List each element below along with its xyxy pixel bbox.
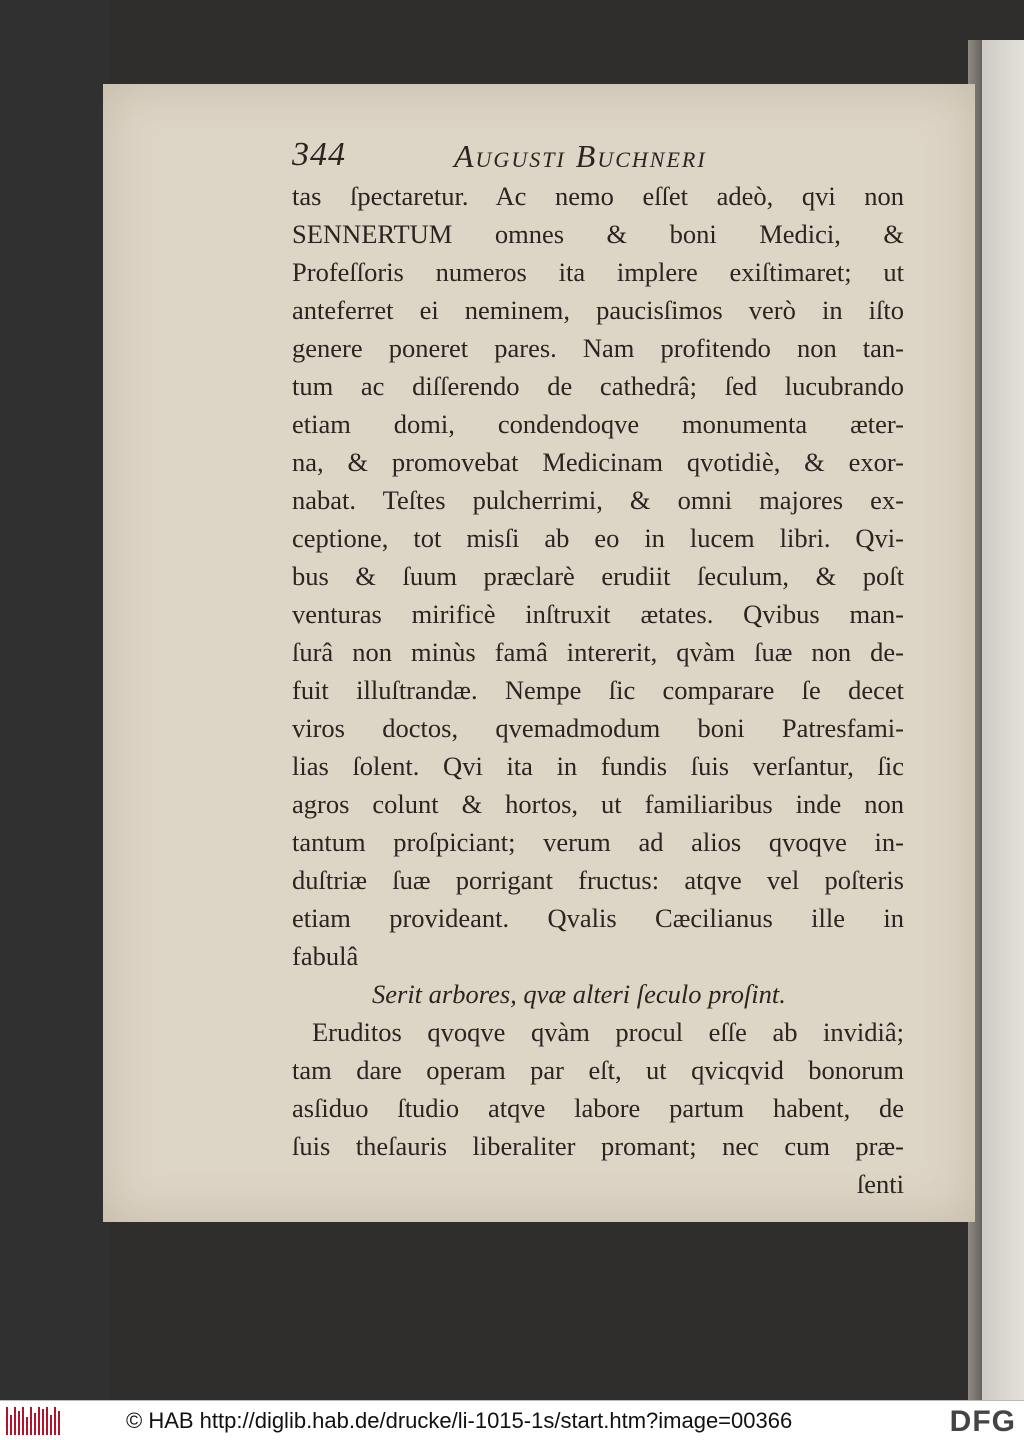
text-line: duſtriæ ſuæ porrigant fructus: atqve vel poſteris [292,865,904,895]
text-line: Profeſſoris numeros ita implere exiſtimaret; ut [292,257,904,287]
running-head [292,136,912,178]
catchword: ſenti [856,1169,904,1199]
text-line: viros doctos, qvemadmodum boni Patresfami- [292,713,904,743]
verse-quotation: Serit arbores, qvæ alteri ſeculo proſint. [372,979,786,1009]
text-line: lias ſolent. Qvi ita in fundis ſuis verſantur, ſic [292,751,904,781]
text-line: SENNERTUM omnes & boni Medici, & [292,219,904,249]
running-title: Augusti Buchneri [454,138,707,174]
text-line: tas ſpectaretur. Ac nemo eſſet adeò, qvi non [292,181,904,211]
page-number: 344 [292,136,346,173]
text-line: fabulâ [292,941,359,971]
copyright-url[interactable]: © HAB http://diglib.hab.de/drucke/li-1015-1s/start.htm?image=00366 [126,1408,793,1433]
hab-logo-icon [6,1407,60,1435]
text-line: fuit illuſtrandæ. Nempe ſic comparare ſe decet [292,675,904,705]
text-line: tantum proſpiciant; verum ad alios qvoqve in- [292,827,904,857]
text-line: etiam provideant. Qvalis Cæcilianus ille in [292,903,904,933]
text-line: ſurâ non minùs famâ intererit, qvàm ſuæ non de- [292,637,904,667]
text-line: ſuis theſauris liberaliter promant; nec cum præ- [292,1131,904,1161]
text-line: asſiduo ſtudio atqve labore partum habent, de [292,1093,904,1123]
text-line: venturas mirificè inſtruxit ætates. Qvibus man- [292,599,904,629]
text-line: genere poneret pares. Nam profitendo non tan- [292,333,904,363]
dfg-logo: DFG [949,1405,1016,1438]
text-line: bus & ſuum præclarè erudiit ſeculum, & poſt [292,561,904,591]
text-line: Eruditos qvoqve qvàm procul eſſe ab invidiâ; [312,1017,904,1047]
text-line: agros colunt & hortos, ut familiaribus inde non [292,789,904,819]
scan-left-margin [0,0,110,1400]
text-line: anteferret ei neminem, paucisſimos verò in iſto [292,295,904,325]
viewer-footer [0,1400,1024,1440]
text-line: ceptione, tot misſi ab eo in lucem libri. Qvi- [292,523,904,553]
text-line: etiam domi, condendoqve monumenta æter- [292,409,904,439]
text-line: tam dare operam par eſt, ut qvicqvid bonorum [292,1055,904,1085]
text-line: na, & promovebat Medicinam qvotidiè, & exor- [292,447,904,477]
text-line: tum ac diſſerendo de cathedrâ; ſed lucubrando [292,371,904,401]
facing-page-edge [982,40,1024,1400]
text-line: nabat. Teſtes pulcherrimi, & omni majores ex- [292,485,904,515]
